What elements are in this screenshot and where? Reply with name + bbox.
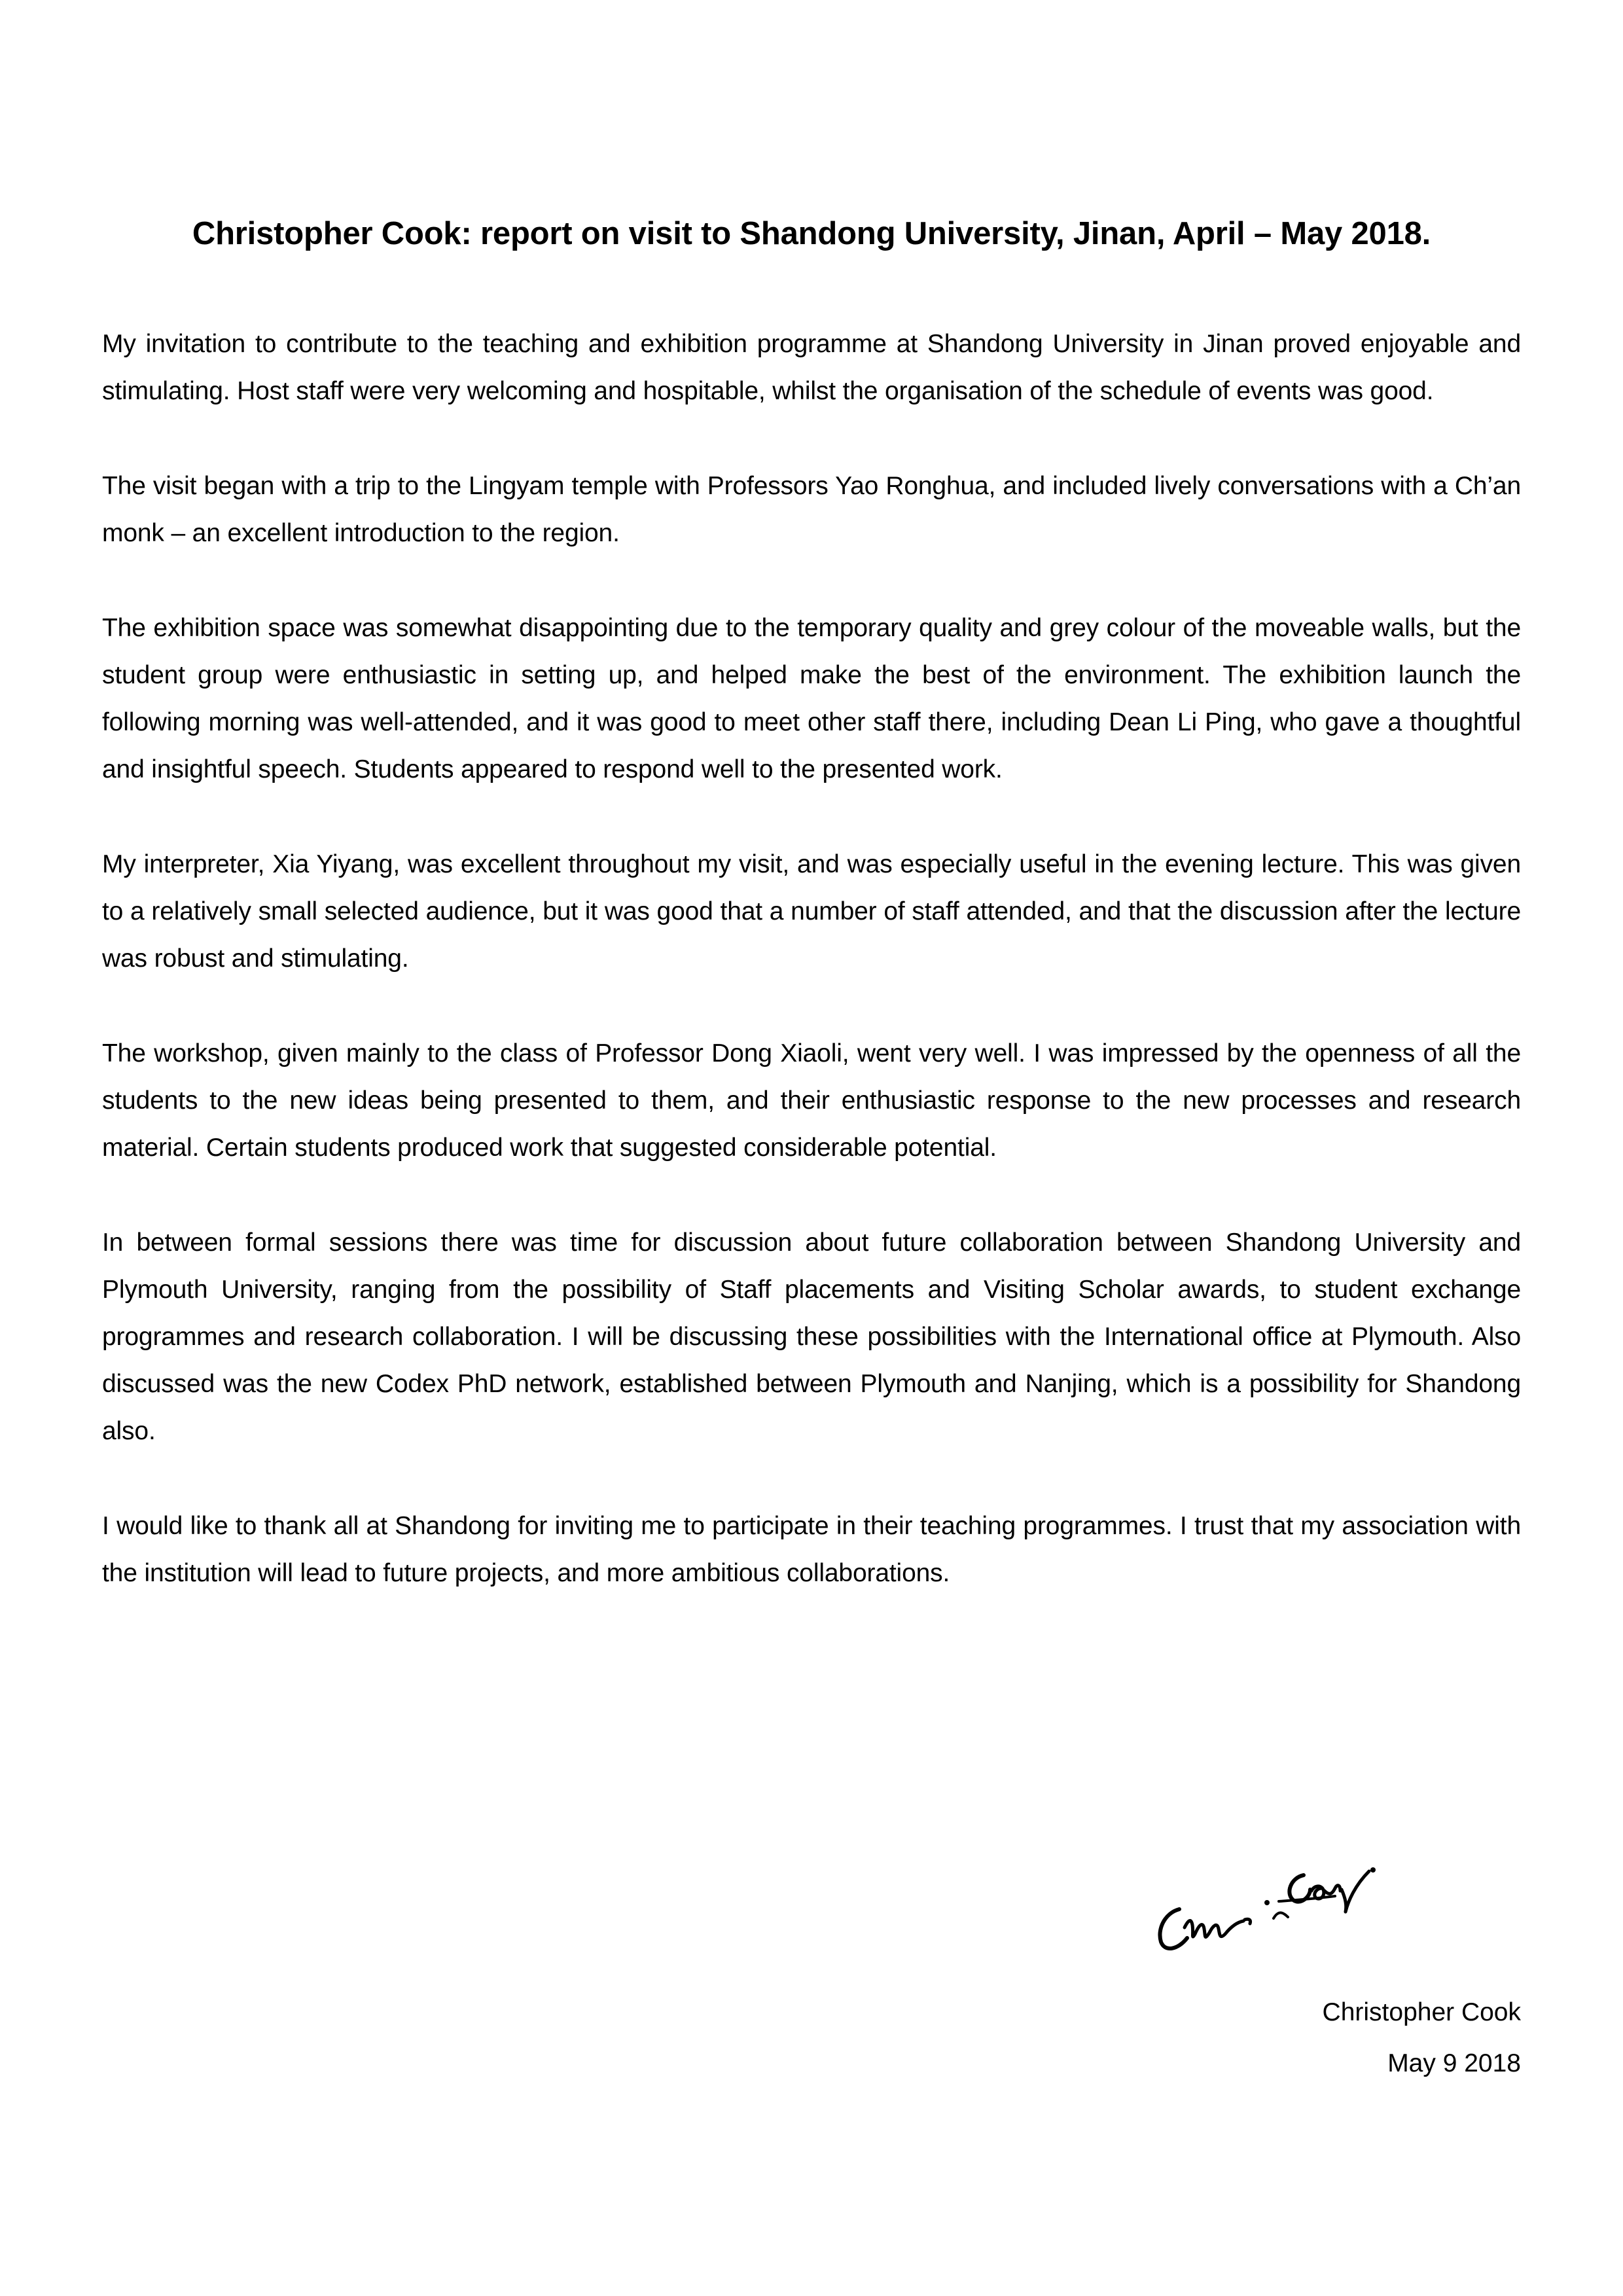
document-title: Christopher Cook: report on visit to Shandong University, Jinan, April – May 2018.	[192, 216, 1431, 251]
handwritten-signature	[1139, 1836, 1453, 1967]
paragraph-collaboration: In between formal sessions there was time for discussion about future collaboration between Shandong University and Plymouth University, ranging from the possibility of Staff placements and Visiting Scholar awards, to student exchange programmes and research collaboration. I will be discussing these possibilities with the International office at Plymouth. Also discussed was the new Codex PhD network, established between Plymouth and Nanjing, which is a possibility for Shandong also.	[102, 1229, 1521, 1445]
paragraph-invitation: My invitation to contribute to the teaching and exhibition programme at Shandong University in Jinan proved enjoyable and stimulating. Host staff were very welcoming and hospitable, whilst the organisation of the schedule of events was good.	[102, 330, 1521, 405]
paragraph-exhibition: The exhibition space was somewhat disappointing due to the temporary quality and grey colour of the moveable walls, but the student group were enthusiastic in setting up, and helped make the best of the environment. The exhibition launch the following morning was well-attended, and it was good to meet other staff there, including Dean Li Ping, who gave a thoughtful and insightful speech. Students appeared to respond well to the presented work.	[102, 614, 1521, 783]
paragraph-temple-visit: The visit began with a trip to the Lingyam temple with Professors Yao Ronghua, and included lively conversations with a Ch’an monk – an excellent introduction to the region.	[102, 472, 1521, 547]
paragraph-workshop: The workshop, given mainly to the class of Professor Dong Xiaoli, went very well. I was impressed by the openness of all the students to the new ideas being presented to them, and their enthusiastic response to the new processes and research material. Certain students produced work that suggested considerable potential.	[102, 1039, 1521, 1162]
paragraph-interpreter-lecture: My interpreter, Xia Yiyang, was excellent throughout my visit, and was especially useful in the evening lecture. This was given to a relatively small selected audience, but it was good that a number of staff attended, and that the discussion after the lecture was robust and stimulating.	[102, 850, 1521, 973]
signature-name: Christopher Cook	[1322, 1998, 1521, 2026]
signature-date: May 9 2018	[1387, 2049, 1521, 2077]
paragraph-thanks: I would like to thank all at Shandong for inviting me to participate in their teaching programmes. I trust that my association with the institution will lead to future projects, and more ambitious collaborations.	[102, 1512, 1521, 1587]
document-body	[102, 321, 1521, 1645]
